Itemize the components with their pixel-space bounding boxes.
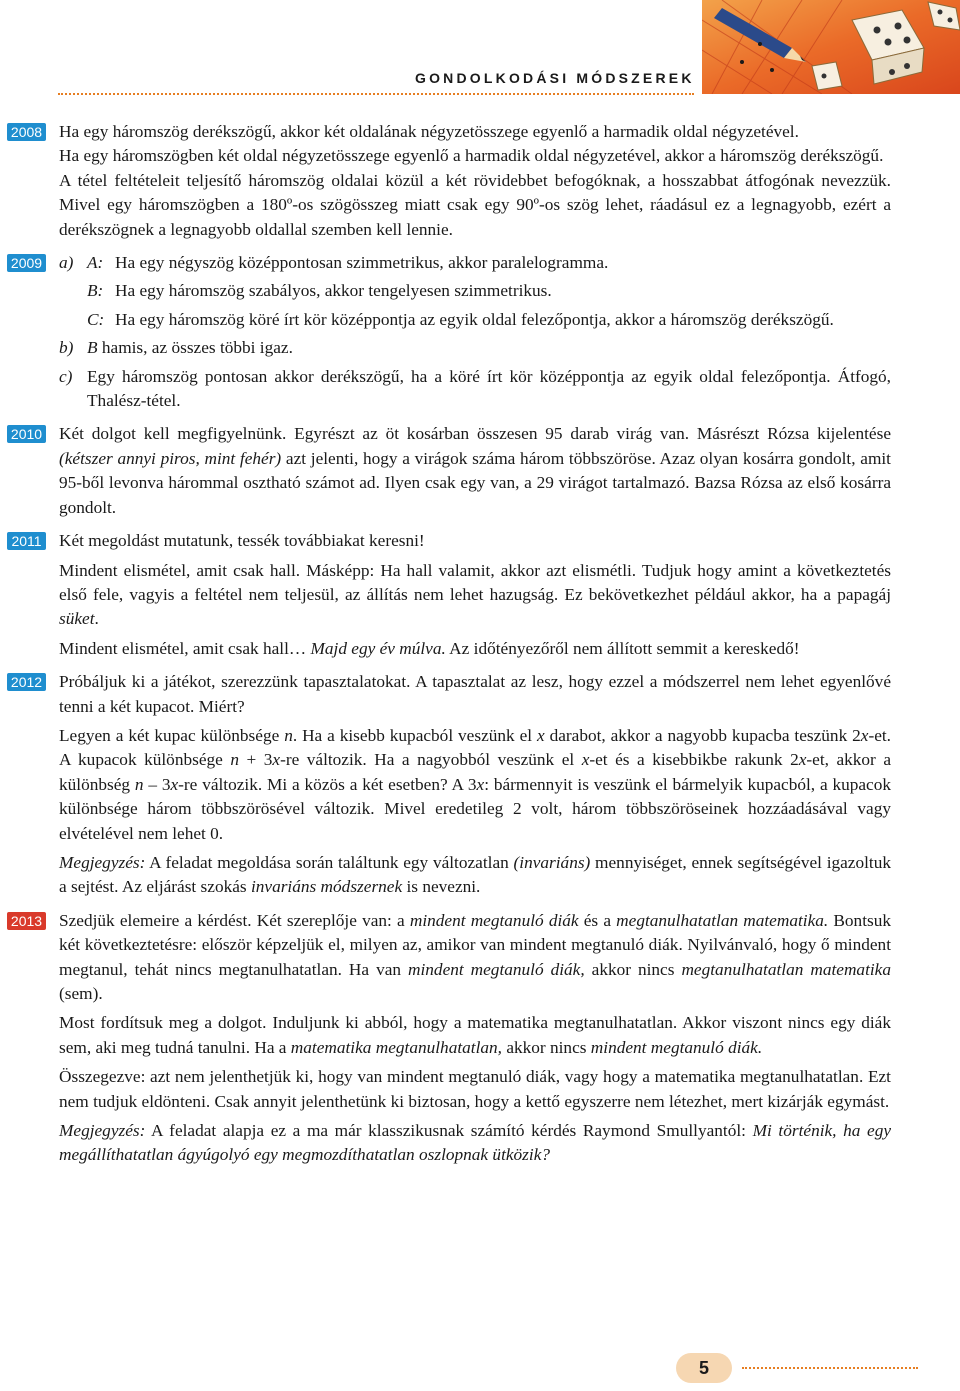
part-text: hamis, az összes többi igaz. (97, 338, 293, 358)
statement-text: Ha egy háromszög szabályos, akkor tengelyesen szimmetrikus. (115, 281, 552, 301)
paragraph: Összegezve: azt nem jelenthetjük ki, hogy van mindent megtanuló diák, vagy hogy a matematika megtanulhatatlan. Ezt nem tudjuk eldönteni. Csak annyit jelenthetünk ki biztosan, hogy a kettő egyszerre nem létezhet, mert kizárják egymást. (59, 1067, 891, 1111)
solution-2010 (10, 422, 891, 520)
paragraph: Ha egy háromszög derékszögű, akkor két oldalának négyzetösszege egyenlő a harmadik oldal négyzetével. (59, 122, 799, 141)
statement-a (87, 251, 891, 275)
header-divider (58, 93, 694, 95)
statement-label: A: (87, 253, 104, 273)
note-paragraph: Megjegyzés: A feladat alapja ez a ma már klasszikusnak számító kérdés Raymond Smullyantól: Mi történik, ha egy megállíthatatlan ágyúgolyó egy megmozdíthatatlan oszlopnak ütközik? (59, 1121, 891, 1165)
paragraph: Két megoldást mutatunk, tessék továbbiakat keresni! (59, 531, 425, 551)
part-c (59, 365, 891, 414)
problem-number-badge: 2008 (7, 123, 46, 141)
part-label: a) (59, 253, 74, 273)
page-number: 5 (676, 1353, 732, 1383)
problem-number-badge: 2012 (7, 673, 46, 691)
footer-divider (742, 1367, 918, 1369)
paragraph: Két dolgot kell megfigyelnünk. Egyrészt az öt kosárban összesen 95 darab virág van. Másrészt Rózsa kijelentése (kétszer annyi piros, mint fehér) azt jelenti, hogy a virágok száma három többszöröse. Azaz olyan kosárra gondolt, amit 95-ből levonva hárommal osztható számot ad. Ilyen csak egy van, a 29 virágot tartalmazó. Bazsa Rózsa az első kosárra gondolt. (59, 424, 891, 517)
paragraph: Mindent elismétel, amit csak hall. Másképp: Ha hall valamit, akkor azt elismétli. Tudjuk hogy amint a következtetés első fele, vagyis a feltétel nem teljesül, az állítás nem lehet hazugság. Ez bekövetkezhet például akkor, ha a papagáj süket. (59, 560, 891, 629)
paragraph: Legyen a két kupac különbsége n. Ha a kisebb kupacból veszünk el x darabot, akkor a nagyobb kupacba teszünk 2x-et. A kupacok különbsége n + 3x-re változik. Ha a nagyobból veszünk el x-et és a kisebbikbe rakunk 2x-et, akkor a különbség n – 3x-re változik. Mi a közös a két esetben? A 3x: bármennyit is veszünk el bármelyik kupacból, a kupacok különbsége három többszörösével változik. Mivel eredetileg 2 volt, három többszöröseinek hozzáadásával vagy elvételével nem lehet 0. (59, 725, 892, 843)
solution-2013 (10, 909, 892, 1168)
part-a (59, 251, 891, 332)
paragraph: Próbáljuk ki a játékot, szerezzünk tapasztalatokat. A tapasztalat az lesz, hogy ezzel a módszerrel nem lehet egyenlővé tenni a két kupacot. Miért? (59, 672, 891, 716)
solution-2008 (10, 120, 891, 242)
solution-2009 (10, 251, 891, 413)
problem-number-badge: 2011 (7, 532, 46, 550)
variable: B (87, 338, 98, 358)
header-illustration (702, 0, 960, 94)
note-paragraph: Megjegyzés: A feladat megoldása során találtunk egy változatlan (invariáns) mennyiséget, ennek segítségével igazoltuk a sejtést. Az eljárást szokás invariáns módszernek is nevezni. (59, 852, 891, 897)
part-label: b) (59, 338, 74, 358)
solution-2012 (10, 670, 892, 900)
problem-number-badge: 2013 (7, 912, 46, 930)
paragraph: Most fordítsuk meg a dolgot. Induljunk ki abból, hogy a matematika megtanulhatatlan. Akkor viszont nincs egy diák sem, aki meg tudná tanulni. Ha a matematika megtanulhatatlan, akkor nincs mindent megtanuló diák. (59, 1013, 891, 1057)
part-text: Egy háromszög pontosan akkor derékszögű, ha a köré írt kör középpontja az egyik oldal felezőpontja. Átfogó, Thalész-tétel. (87, 366, 891, 411)
statement-text: Ha egy négyszög középpontosan szimmetrikus, akkor paralelogramma. (115, 253, 609, 273)
statement-text: Ha egy háromszög köré írt kör középpontja az egyik oldal felezőpontja, akkor a háromszög derékszögű. (115, 309, 834, 329)
part-b (59, 336, 891, 360)
paragraph: Szedjük elemeire a kérdést. Két szereplője van: a mindent megtanuló diák és a megtanulhatatlan matematika. Bontsuk két következtetésre: először képzeljük el, milyen az, amikor van mindent megtanuló diák. Nyilvánvaló, hogy ő mindent megtanul, tehát nincs megtanulhatatlan. Ha van mindent megtanuló diák, akkor nincs megtanulhatatlan matematika (sem). (59, 910, 892, 1003)
statement-label: B: (87, 281, 104, 301)
part-label: c) (59, 366, 73, 386)
problem-number-badge: 2009 (7, 254, 46, 272)
statement-label: C: (87, 309, 105, 329)
solution-2011 (11, 529, 891, 661)
paragraph: A tétel feltételeit teljesítő háromszög oldalai közül a két rövidebbet befogóknak, a hosszabbat átfogónak nevezzük. Mivel egy háromszögben a 180º-os szögösszeg miatt csak egy 90º-os szög lehet, ráadásul ez a legnagyobb, ezért a derékszögnek a legnagyobb oldallal szemben kell lennie. (59, 170, 891, 239)
page-content (10, 120, 892, 1168)
statement-b (87, 279, 891, 303)
page-header-title: GONDOLKODÁSI MÓDSZEREK (415, 70, 695, 86)
statement-c (87, 308, 891, 332)
problem-number-badge: 2010 (7, 425, 46, 443)
paragraph: Mindent elismétel, amit csak hall… Majd egy év múlva. Az időtényezőről nem állított semmit a kereskedő! (59, 638, 800, 658)
paragraph: Ha egy háromszögben két oldal négyzetösszege egyenlő a harmadik oldal négyzetével, akkor a háromszög derékszögű. (59, 146, 884, 166)
